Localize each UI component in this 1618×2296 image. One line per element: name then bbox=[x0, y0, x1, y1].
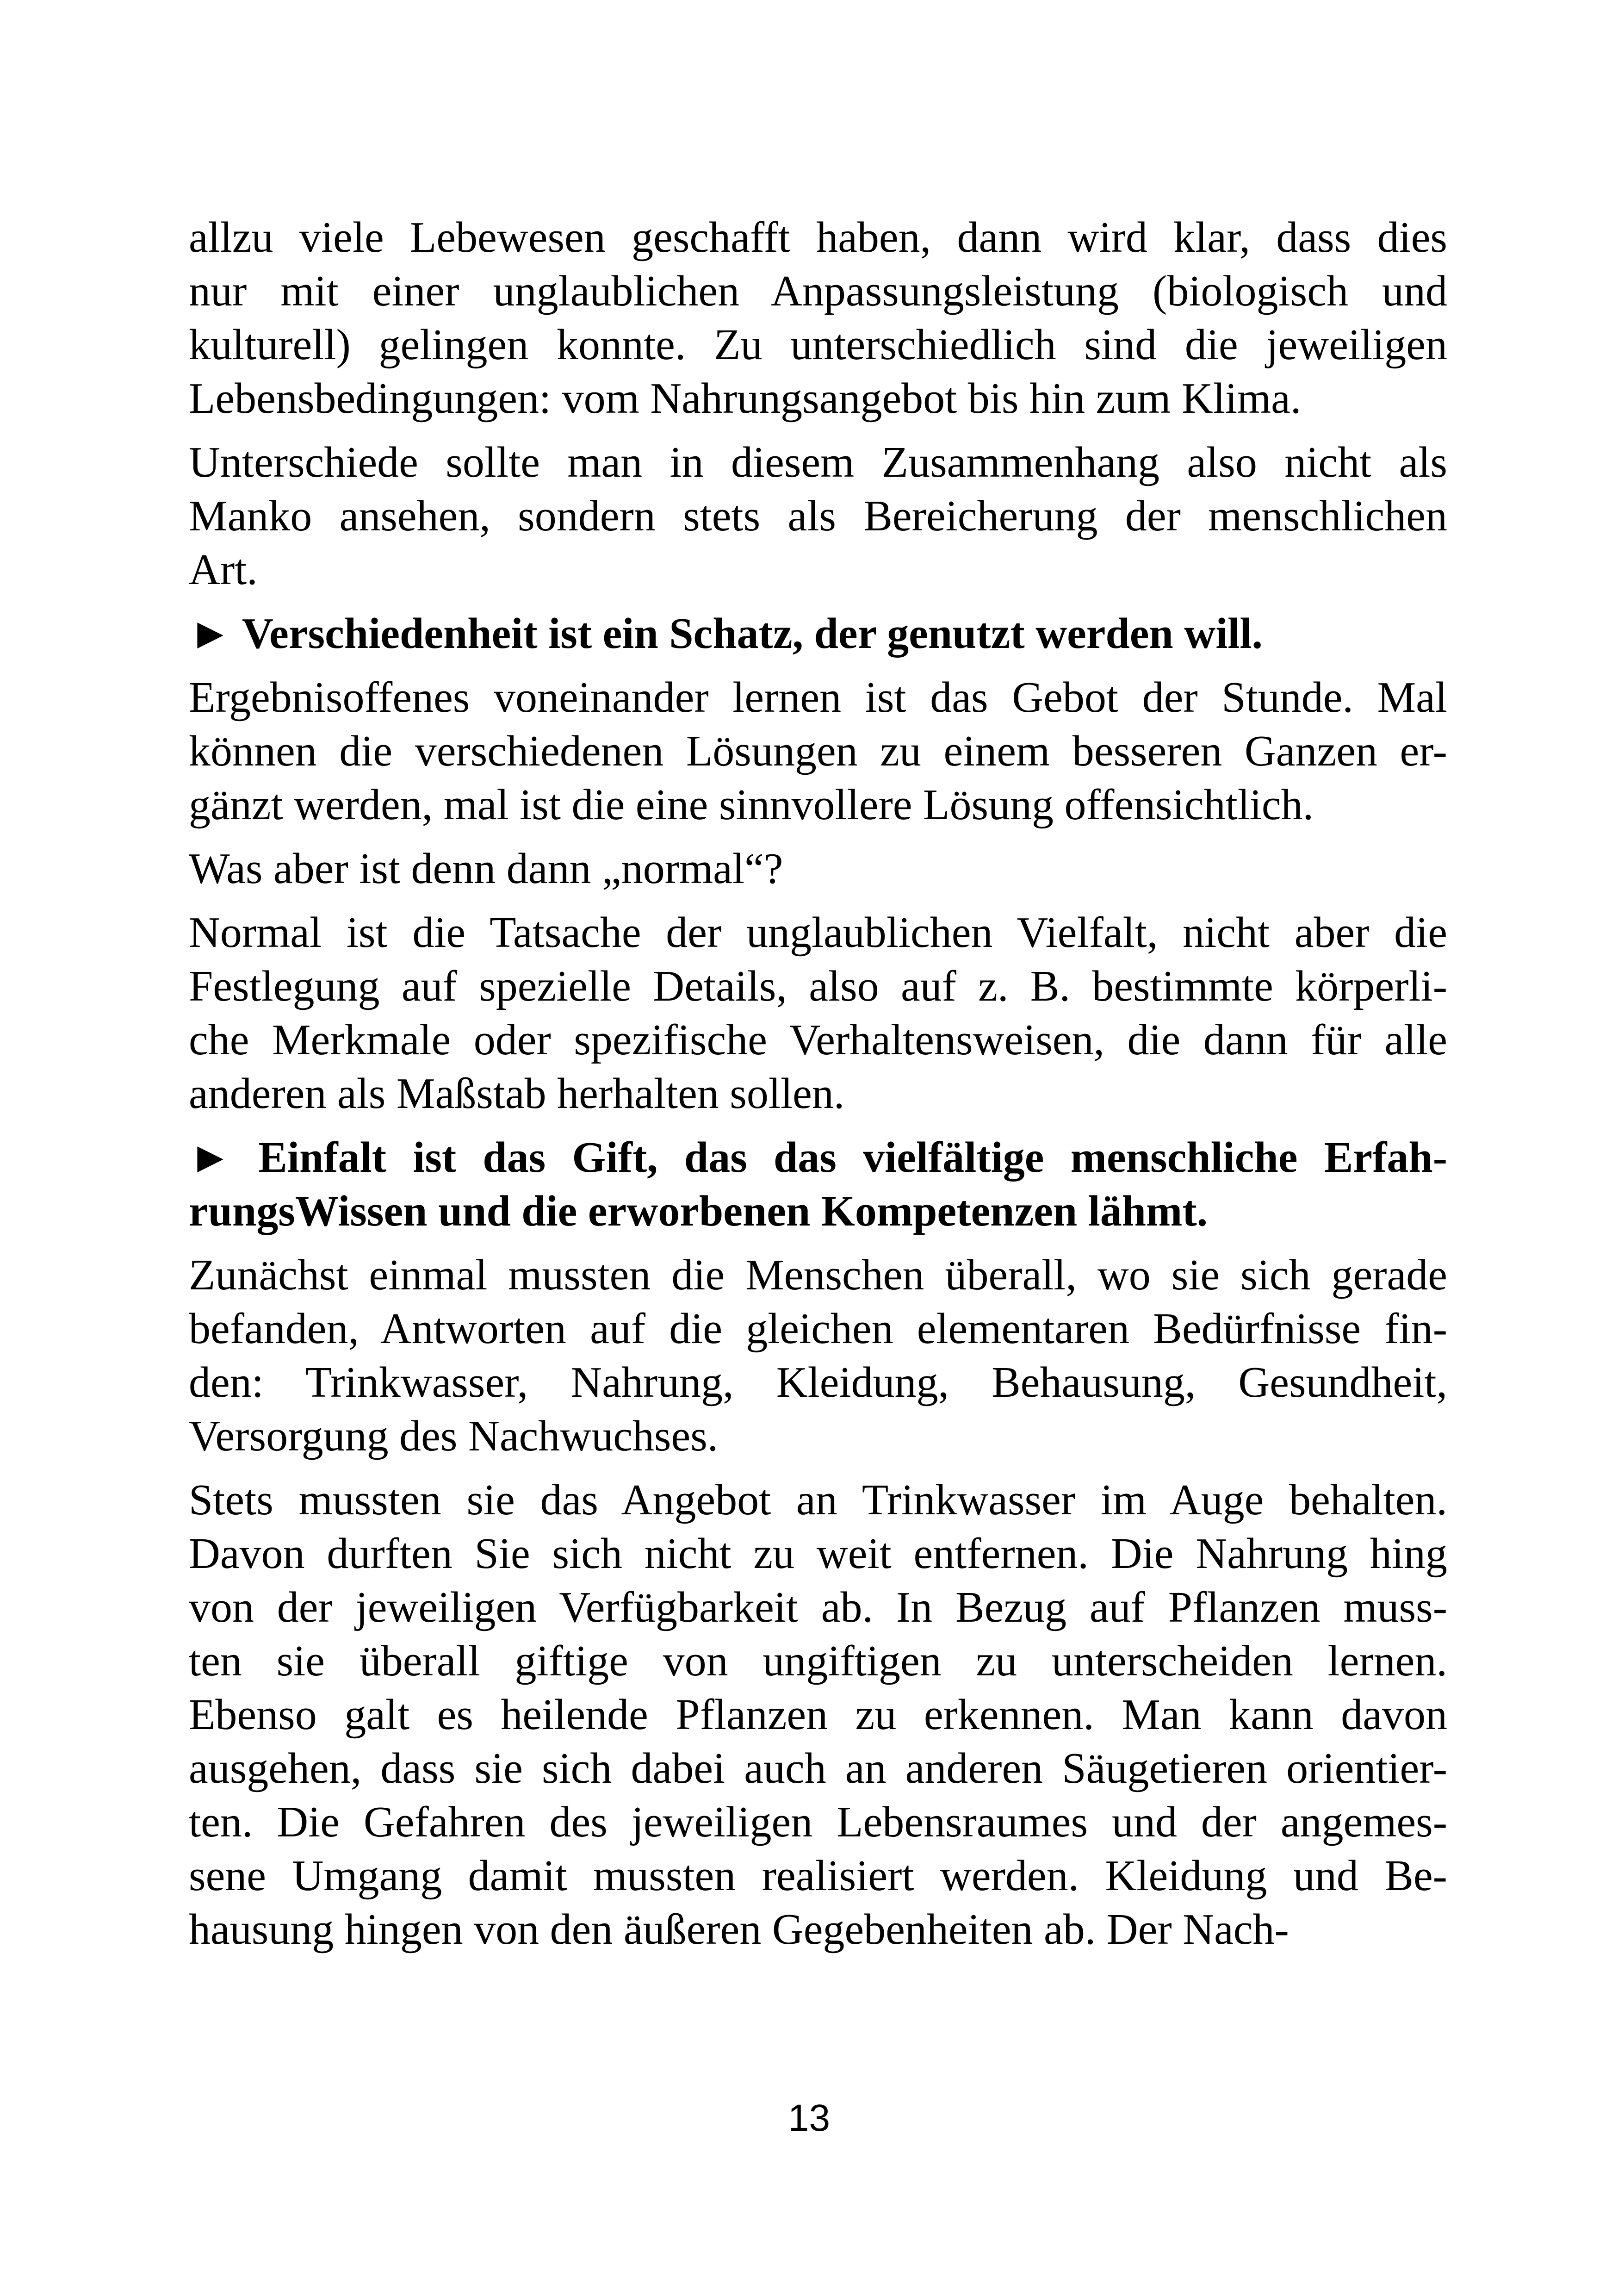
text-line: kulturell) gelingen konnte. Zu unterschiedlich sind die jeweiligen bbox=[189, 321, 1447, 369]
paragraph bbox=[189, 1473, 1447, 1956]
text-line: den: Trinkwasser, Nahrung, Kleidung, Behausung, Gesundheit, bbox=[189, 1358, 1447, 1406]
text-line: Ebenso galt es heilende Pflanzen zu erkennen. Man kann davon bbox=[189, 1691, 1447, 1739]
text-line: Zunächst einmal mussten die Menschen überall, wo sie sich gerade bbox=[189, 1251, 1447, 1299]
text-line: Unterschiede sollte man in diesem Zusammenhang also nicht als bbox=[189, 438, 1447, 486]
text-line: ten. Die Gefahren des jeweiligen Lebensraumes und der angemes- bbox=[189, 1798, 1447, 1846]
text-line: befanden, Antworten auf die gleichen elementaren Bedürfnisse fin- bbox=[189, 1305, 1447, 1353]
text-line: ► Verschiedenheit ist ein Schatz, der genutzt werden will. bbox=[189, 610, 1263, 658]
page-number: 13 bbox=[787, 2097, 831, 2139]
paragraph bbox=[189, 211, 1447, 425]
text-line: rungsWissen und die erworbenen Kompetenzen lähmt. bbox=[189, 1187, 1208, 1235]
text-line: nur mit einer unglaublichen Anpassungsleistung (biologisch und bbox=[189, 267, 1447, 315]
text-line: Lebensbedingungen: vom Nahrungsangebot bis hin zum Klima. bbox=[189, 374, 1302, 423]
text-line: anderen als Maßstab herhalten sollen. bbox=[189, 1070, 845, 1118]
text-line: Normal ist die Tatsache der unglaublichen Vielfalt, nicht aber die bbox=[189, 908, 1447, 957]
text-line: Versorgung des Nachwuchses. bbox=[189, 1412, 719, 1460]
paragraph bbox=[189, 842, 1447, 896]
text-line: hausung hingen von den äußeren Gegebenheiten ab. Der Nach- bbox=[189, 1905, 1289, 1954]
text-line: sene Umgang damit mussten realisiert werden. Kleidung und Be- bbox=[189, 1852, 1447, 1900]
text-line: allzu viele Lebewesen geschafft haben, dann wird klar, dass dies bbox=[189, 213, 1447, 261]
text-line: Manko ansehen, sondern stets als Bereicherung der menschlichen bbox=[189, 492, 1447, 540]
paragraph bbox=[189, 671, 1447, 832]
paragraph bbox=[189, 436, 1447, 597]
text-line: Was aber ist denn dann „normal“? bbox=[189, 845, 783, 893]
text-line: Davon durften Sie sich nicht zu weit entfernen. Die Nahrung hing bbox=[189, 1530, 1447, 1578]
text-line: ten sie überall giftige von ungiftigen zu unterscheiden lernen. bbox=[189, 1637, 1447, 1685]
text-line: Stets mussten sie das Angebot an Trinkwasser im Auge behalten. bbox=[189, 1476, 1447, 1524]
text-line: ► Einfalt ist das Gift, das das vielfältige menschliche Erfah- bbox=[189, 1133, 1447, 1182]
body-text bbox=[189, 211, 1447, 1966]
paragraph bbox=[189, 1248, 1447, 1463]
text-line: ausgehen, dass sie sich dabei auch an anderen Säugetieren orientier- bbox=[189, 1744, 1447, 1792]
text-line: können die verschiedenen Lösungen zu einem besseren Ganzen er- bbox=[189, 727, 1447, 775]
text-line: che Merkmale oder spezifische Verhaltensweisen, die dann für alle bbox=[189, 1016, 1447, 1064]
section-heading bbox=[189, 1131, 1447, 1238]
paragraph bbox=[189, 906, 1447, 1120]
text-line: von der jeweiligen Verfügbarkeit ab. In Bezug auf Pflanzen muss- bbox=[189, 1583, 1447, 1631]
text-line: Festlegung auf spezielle Details, also auf z. B. bestimmte körperli- bbox=[189, 962, 1447, 1010]
text-line: Art. bbox=[189, 546, 258, 594]
text-line: gänzt werden, mal ist die eine sinnvollere Lösung offensichtlich. bbox=[189, 781, 1314, 829]
text-line: Ergebnisoffenes voneinander lernen ist das Gebot der Stunde. Mal bbox=[189, 673, 1447, 722]
section-heading bbox=[189, 607, 1447, 660]
